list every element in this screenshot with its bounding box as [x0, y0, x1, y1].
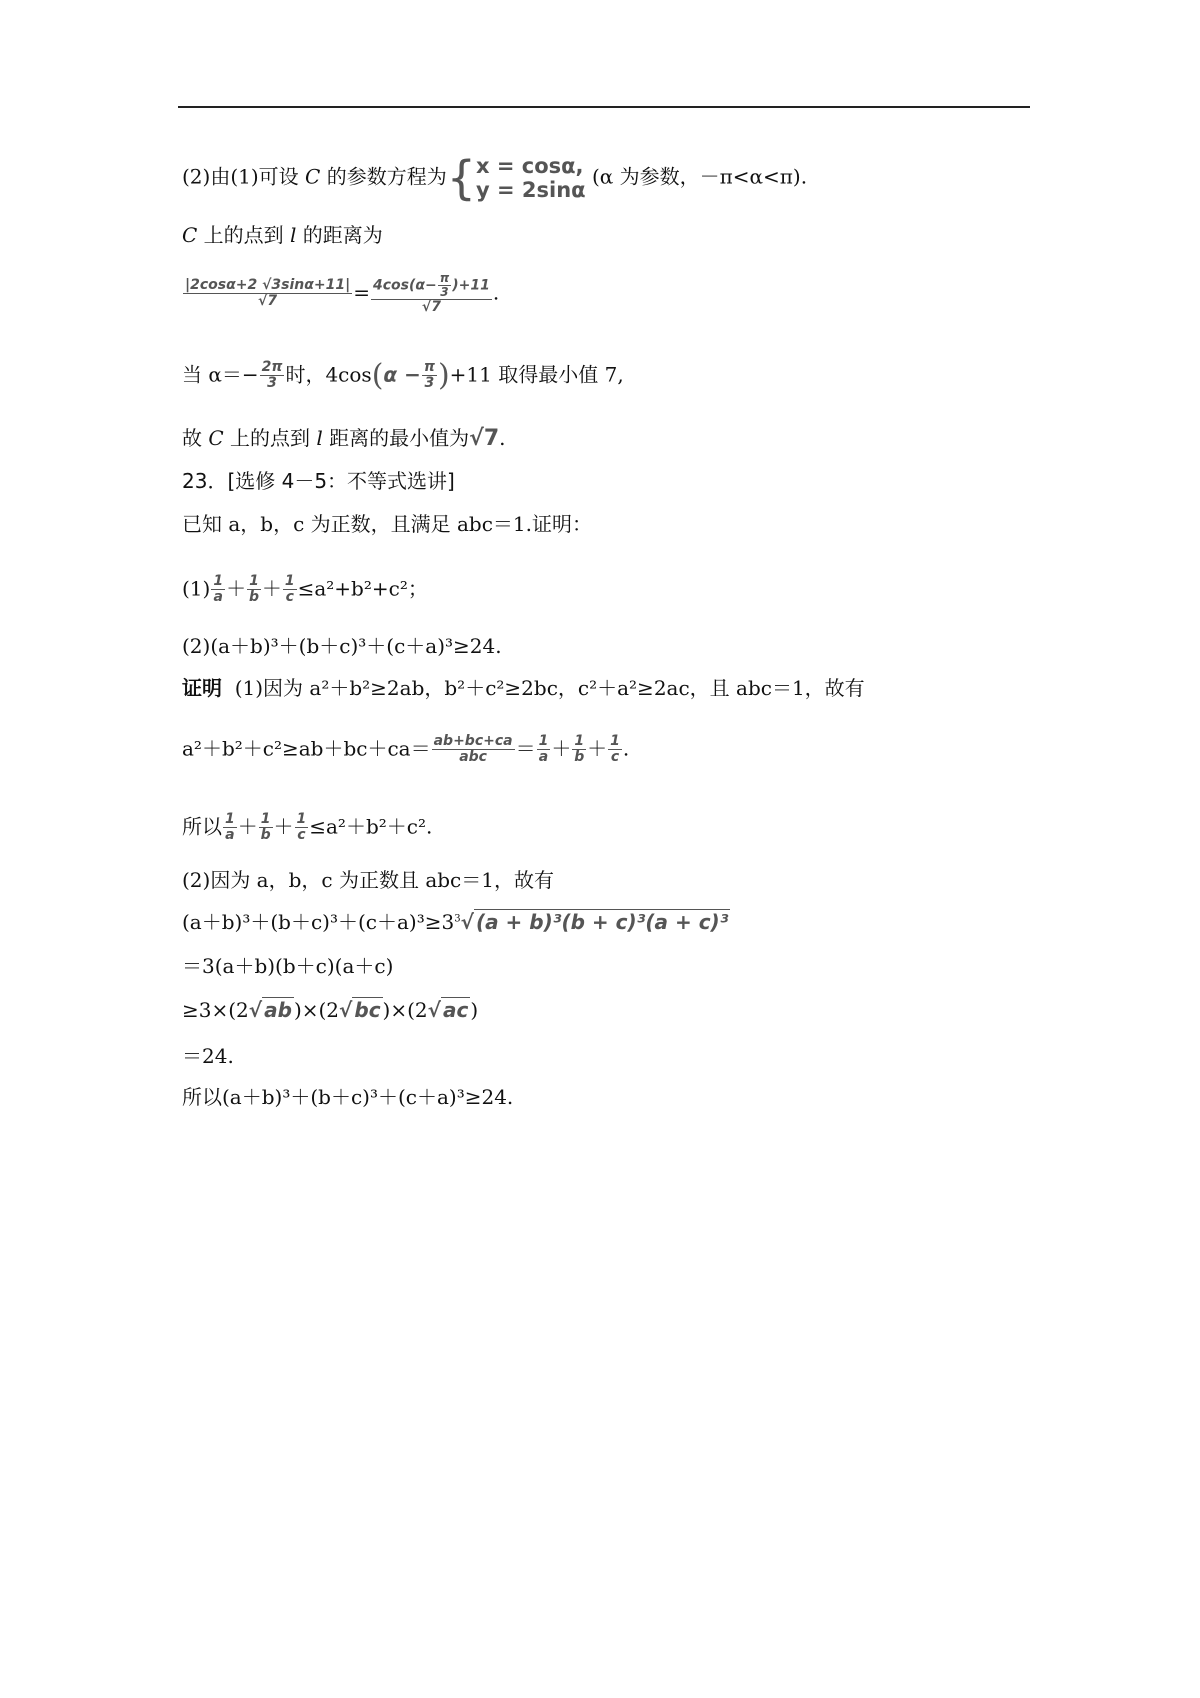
part-2-statement: (2)(a＋b)³＋(b＋c)³＋(c＋a)³≥24.	[182, 634, 502, 658]
text: )×(2	[293, 998, 340, 1022]
text: a²＋b²＋c²≥ab＋bc＋ca＝	[182, 736, 431, 761]
fraction	[572, 734, 586, 766]
numerator: 1	[296, 811, 307, 827]
section-heading-23: 23．[选修 4－5：不等式选讲]	[182, 469, 455, 493]
denominator: 3	[267, 375, 277, 392]
text: 时，4cos	[285, 362, 372, 387]
text: 上的点到	[203, 223, 284, 247]
fraction	[259, 812, 273, 844]
numerator: 1	[574, 733, 585, 749]
numerator: 1	[225, 811, 235, 827]
proof-line-4: (2)因为 a，b，c 为正数且 abc＝1，故有	[182, 868, 554, 892]
text: (2)由(1)可设	[182, 164, 299, 189]
radical-sign: √	[248, 998, 263, 1022]
part-1-statement: (1) $\frac{1}{a}$ ＋ $\frac{1}{b}$ ＋ $\frac{1}{c}$ ≤a²+b²+c²；	[182, 573, 428, 606]
text: 4cos	[372, 277, 409, 294]
problem-statement: 已知 a，b，c 为正数，且满足 abc＝1.证明：	[182, 512, 593, 536]
header-rule	[178, 106, 1030, 108]
fraction	[260, 360, 285, 392]
text: ≥3×(2	[182, 998, 249, 1022]
radical-sign: √	[339, 998, 353, 1022]
numerator: π	[439, 271, 450, 285]
text: .	[622, 736, 630, 761]
text: ≤a²＋b²＋c².	[309, 814, 433, 839]
var-l: l	[316, 426, 323, 450]
numerator: 1	[260, 811, 271, 827]
fraction	[211, 574, 225, 606]
paren: (	[371, 357, 384, 393]
proof-line-3: 所以 $\frac{1}{a}$ ＋ $\frac{1}{b}$ ＋ $\frac{1}{c}$ ≤a²＋b²＋c².	[182, 811, 433, 844]
equals: ＝	[515, 736, 536, 761]
proof-line-5	[182, 912, 730, 932]
numerator: 4cos(α− $\frac{\pi}{3}$ )+11	[372, 271, 490, 300]
fraction	[371, 272, 492, 316]
text: 距离的最小值为	[329, 426, 470, 450]
radicand: bc	[354, 998, 381, 1022]
denominator: c	[610, 749, 620, 766]
fraction	[223, 812, 237, 844]
fraction	[247, 574, 261, 606]
numerator: 1	[213, 573, 224, 589]
numerator: π	[423, 359, 435, 375]
denominator: √7	[421, 299, 441, 316]
text: (1)因为 a²＋b²≥2ab，b²＋c²≥2bc，c²＋a²≥2ac，且 abc＝1，故有	[234, 676, 865, 700]
paren: )	[437, 357, 450, 393]
var-c: C	[182, 223, 198, 247]
text: )	[470, 998, 479, 1022]
denominator: c	[297, 827, 306, 844]
numerator: 1	[249, 573, 259, 589]
text: (α 为参数，－π<α<π).	[591, 164, 808, 189]
radicand: ab	[264, 998, 292, 1022]
numerator: ab+bc+ca	[433, 733, 513, 749]
text: .	[492, 280, 500, 305]
text: α−	[415, 277, 437, 294]
denominator: b	[260, 827, 271, 844]
denominator: a	[538, 749, 549, 766]
root-index: 3	[454, 913, 461, 925]
var-l: l	[290, 223, 297, 247]
brace: {	[446, 151, 476, 206]
denominator: c	[285, 589, 294, 606]
var-c: C	[208, 426, 224, 450]
proof-tag: 证明	[182, 676, 222, 700]
denominator: b	[574, 749, 585, 766]
denominator: √7	[258, 293, 278, 310]
denominator: 3	[424, 375, 435, 392]
numerator: |2cosα+2 √3sinα+11|	[185, 277, 351, 293]
fraction	[537, 734, 551, 766]
proof-line-7	[182, 1000, 478, 1020]
text: (a＋b)³＋(b＋c)³＋(c＋a)³≥3	[182, 910, 455, 934]
sqrt-7: √7	[469, 426, 500, 451]
fraction	[183, 278, 352, 310]
fraction	[283, 574, 297, 606]
text: (1)	[182, 576, 211, 601]
fraction	[432, 734, 515, 766]
denominator: a	[225, 827, 235, 844]
proof-line-6: ＝3(a＋b)(b＋c)(a＋c)	[182, 954, 394, 978]
fraction	[608, 734, 622, 766]
equation-row-1: x = cosα,	[475, 154, 584, 178]
radicand: ac	[442, 998, 469, 1022]
numerator: 1	[610, 733, 620, 749]
text: .	[499, 426, 506, 450]
text: )×(2	[382, 998, 428, 1022]
text: 当 α＝−	[182, 362, 259, 387]
proof-conclusion: 所以(a＋b)³＋(b＋c)³＋(c＋a)³≥24.	[182, 1085, 514, 1109]
text: 所以	[182, 814, 222, 839]
numerator: 1	[538, 733, 549, 749]
distance-formula-line	[182, 272, 499, 316]
equals: =	[353, 280, 370, 305]
proof-line-2: a²＋b²＋c²≥ab＋bc＋ca＝ $\frac{ab+bc+ca}{\text{abc}}$ ＝ $\frac{1}{a}$ ＋ $\frac{1}{b}$ ＋ $\frac{1}{c}$ .	[182, 733, 630, 766]
text: 故	[182, 426, 202, 450]
param-equation-line	[182, 151, 808, 206]
proof-line-1	[182, 678, 865, 698]
var-c: C	[305, 164, 321, 189]
text: 上的点到	[230, 426, 311, 450]
denominator: a	[213, 589, 223, 606]
fraction	[438, 272, 452, 299]
text: 的距离为	[302, 223, 383, 247]
radicand: (a + b)³(b + c)³(a + c)³	[475, 910, 729, 934]
radical-sign: √	[427, 998, 441, 1022]
text: +11 取得最小值 7,	[449, 362, 624, 387]
denominator: abc	[459, 749, 487, 766]
text: 的参数方程为	[326, 164, 447, 189]
denominator: b	[248, 589, 259, 606]
fraction	[422, 360, 437, 392]
equation-row-2: y = 2sinα	[475, 178, 586, 203]
text: +11	[458, 277, 490, 294]
numerator: 2π	[261, 359, 283, 375]
text: ≤a²+b²+c²；	[297, 576, 428, 601]
minimum-distance-line	[182, 428, 506, 450]
numerator: 1	[284, 573, 295, 589]
distance-intro-line	[182, 225, 383, 245]
minimum-condition-line	[182, 357, 624, 393]
radical-sign: √	[460, 910, 474, 934]
equation-system	[476, 154, 586, 202]
text: α −	[383, 362, 421, 387]
denominator: 3	[440, 285, 449, 300]
fraction	[295, 812, 309, 844]
proof-line-8: ＝24.	[182, 1044, 234, 1068]
